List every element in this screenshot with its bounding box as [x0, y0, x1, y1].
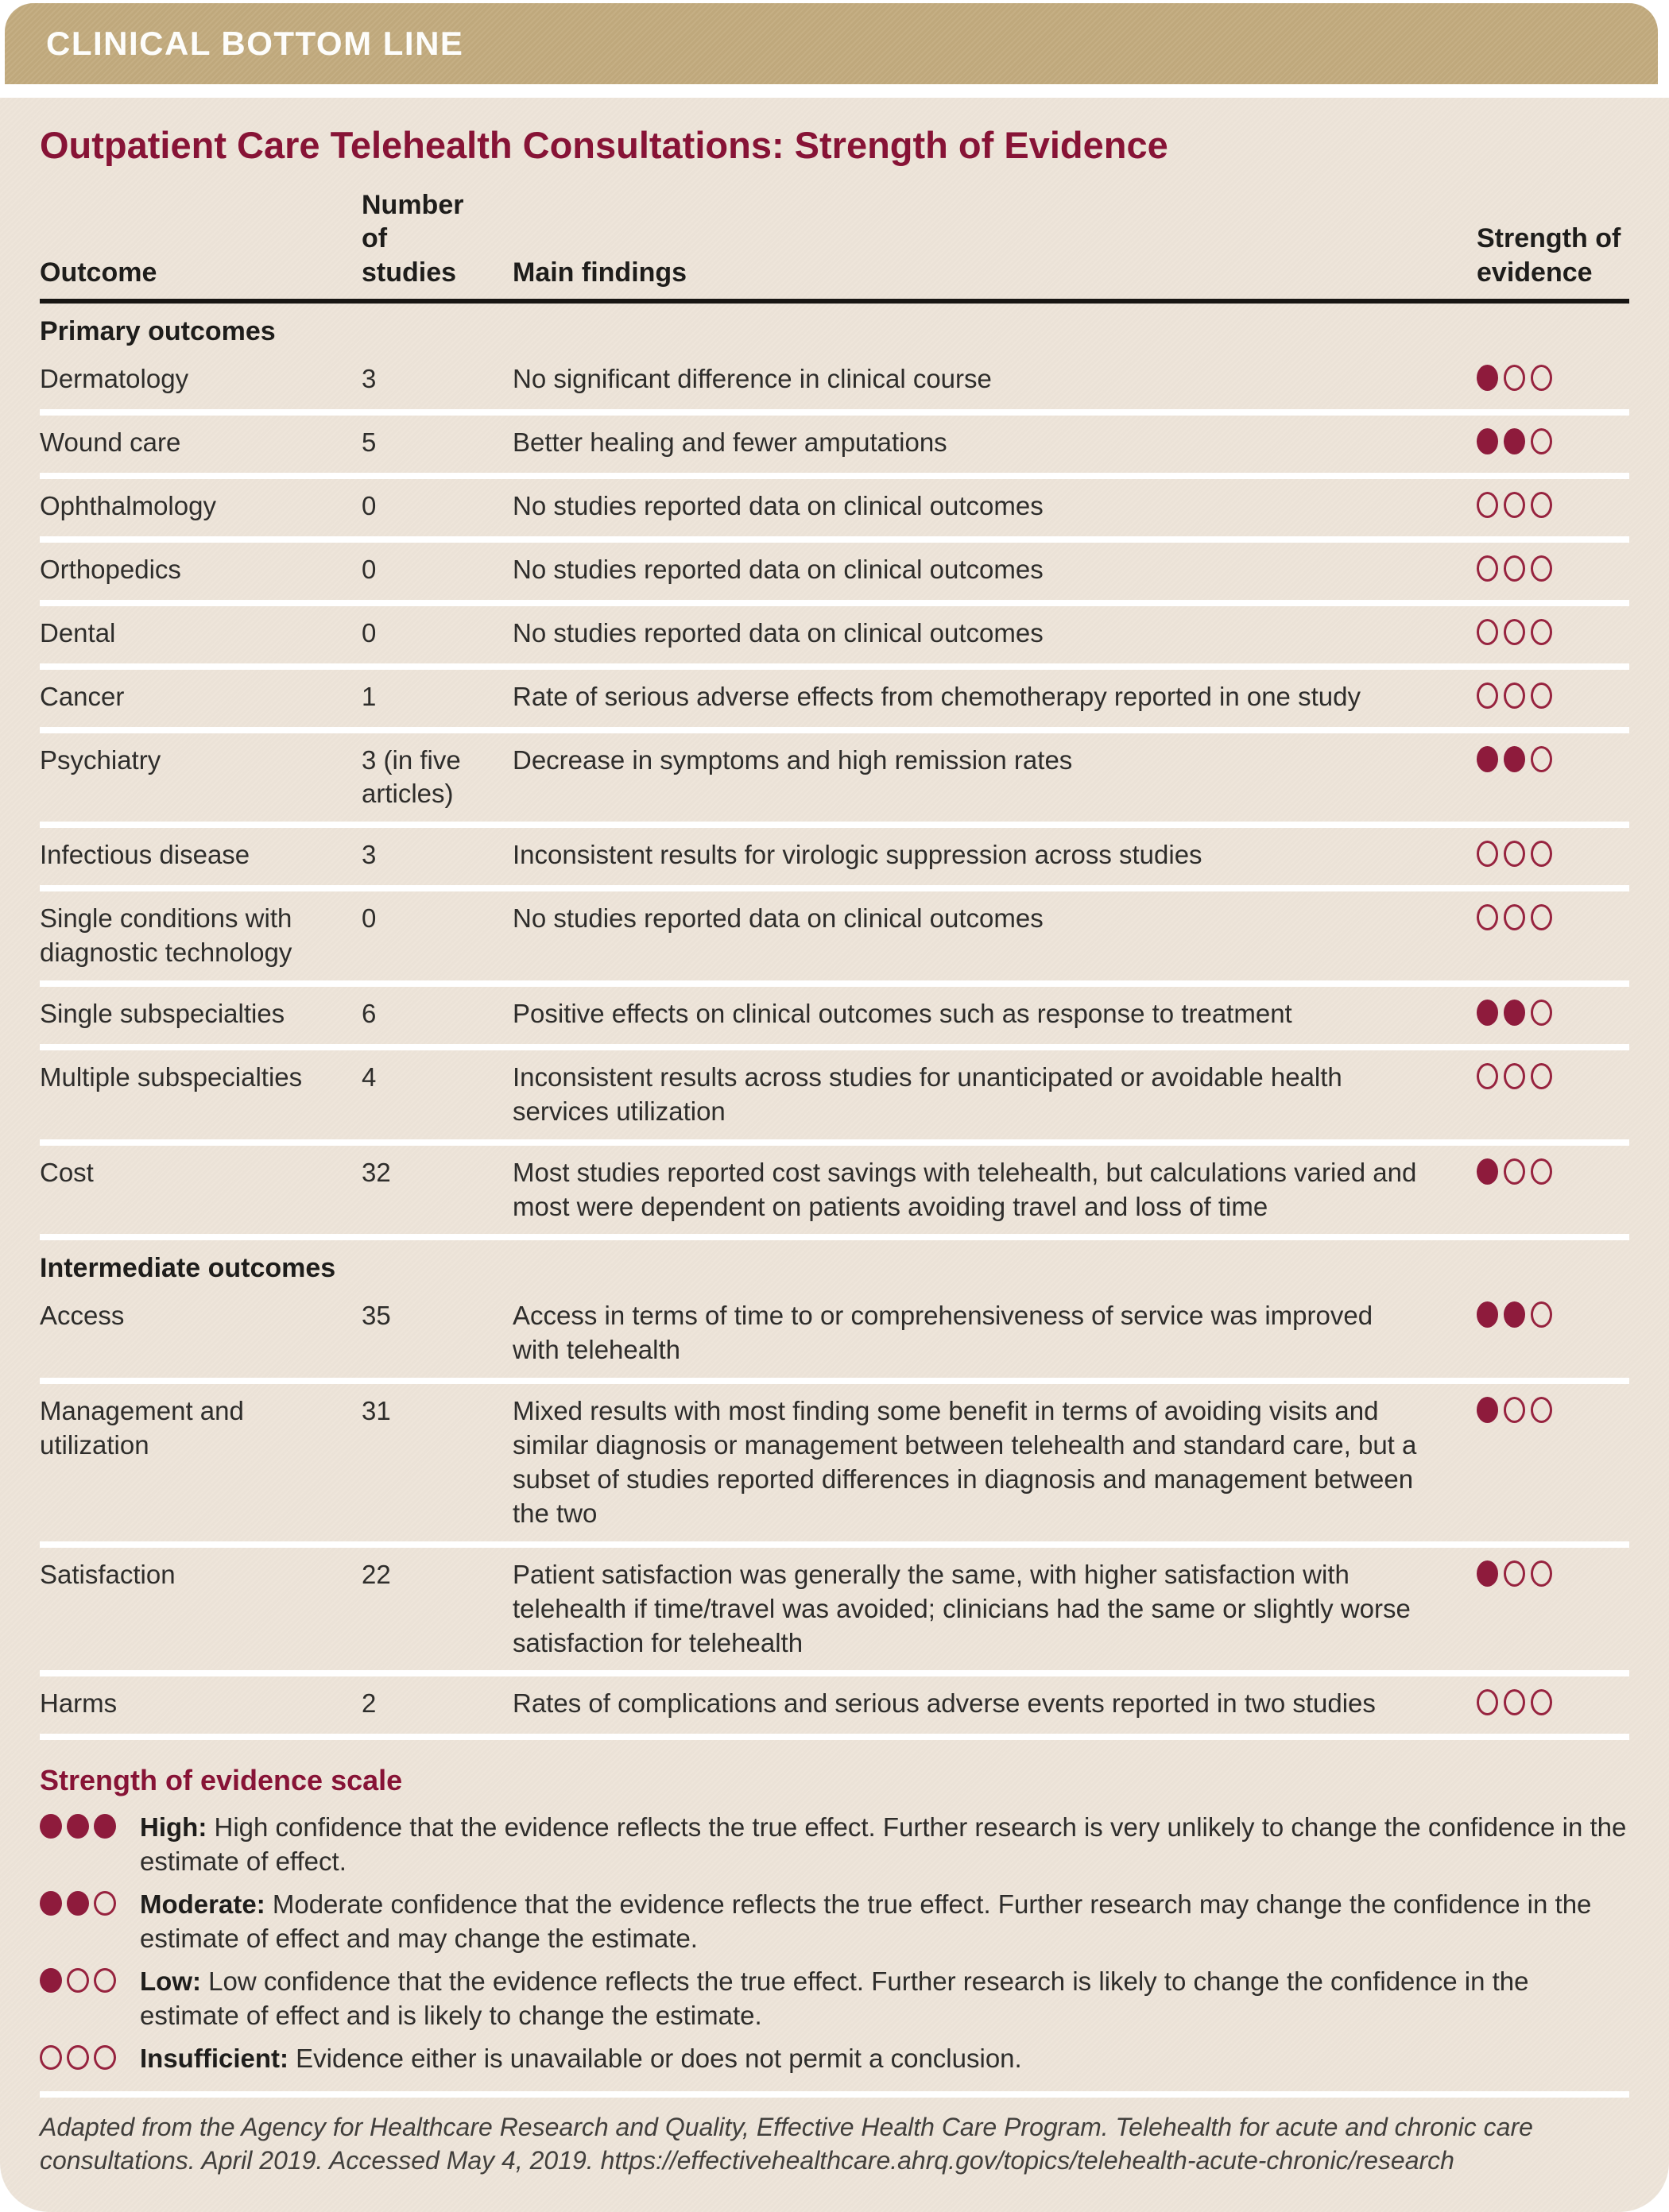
table-row-psychiatry [40, 733, 1629, 829]
strength-cell [1454, 489, 1629, 526]
table-row-wound-care [40, 416, 1629, 479]
empty-dot-icon [1531, 428, 1552, 454]
findings-cell: Rate of serious adverse effects from chemotherapy reported in one study [513, 681, 1361, 711]
findings-cell: No studies reported data on clinical outcomes [513, 903, 1044, 934]
column-header-strength-of-evidence: Strength of evidence [1477, 223, 1621, 288]
findings-cell: Decrease in symptoms and high remission rates [513, 744, 1073, 775]
empty-dot-icon [1531, 683, 1552, 709]
empty-dot-icon [1531, 1158, 1552, 1185]
findings-cell: Mixed results with most finding some benefit in terms of avoiding visits and similar diagnosis or management between telehealth and standard care, but a subset of studies reported differences in diagnosis and management between the two [513, 1396, 1417, 1528]
empty-dot-icon [1504, 683, 1525, 709]
studies-cell: 2 [362, 1688, 377, 1719]
strength-dots [40, 1964, 129, 2033]
filled-dot-icon [1477, 428, 1498, 454]
empty-dot-icon [67, 1968, 89, 1993]
banner-title: CLINICAL BOTTOM LINE [46, 25, 464, 62]
outcome-cell: Ophthalmology [40, 490, 216, 520]
findings-cell: Patient satisfaction was generally the same, with higher satisfaction with telehealth if time/travel was avoided; clinicians had the same or slightly worse satisfaction for telehealth [513, 1559, 1411, 1657]
table-row-infectious-disease [40, 828, 1629, 891]
column-header-number-of-studies: Number of studies [362, 189, 464, 288]
outcome-cell: Dermatology [40, 364, 189, 394]
outcome-cell: Satisfaction [40, 1559, 176, 1589]
outcome-cell: Dental [40, 617, 116, 648]
strength-dots [40, 1887, 129, 1956]
studies-cell: 6 [362, 998, 377, 1028]
strength-cell [1454, 1156, 1629, 1224]
legend-item-moderate [40, 1887, 1629, 1956]
findings-cell: No studies reported data on clinical outcomes [513, 617, 1044, 648]
table-row-dental [40, 606, 1629, 670]
strength-dots [1477, 557, 1558, 586]
outcome-cell: Wound care [40, 427, 181, 458]
legend-item-high [40, 1810, 1629, 1879]
table-row-satisfaction [40, 1548, 1629, 1677]
legend-item-insufficient [40, 2041, 1629, 2080]
empty-dot-icon [1477, 619, 1498, 645]
section-header-intermediate-outcomes: Intermediate outcomes [40, 1253, 336, 1284]
strength-cell [1454, 617, 1629, 653]
empty-dot-icon [1531, 619, 1552, 645]
empty-dot-icon [1531, 492, 1552, 518]
filled-dot-icon [1504, 428, 1525, 454]
empty-dot-icon [40, 2045, 62, 2070]
empty-dot-icon [1504, 492, 1525, 518]
strength-dots [1477, 1001, 1558, 1031]
empty-dot-icon [1477, 1689, 1498, 1715]
empty-dot-icon [1504, 841, 1525, 867]
filled-dot-icon [1477, 1301, 1498, 1328]
filled-dot-icon [1477, 1158, 1498, 1185]
empty-dot-icon [1477, 841, 1498, 867]
studies-cell: 3 (in five articles) [362, 744, 461, 809]
outcome-cell: Orthopedics [40, 554, 181, 584]
studies-cell: 0 [362, 903, 377, 934]
clinical-bottom-line-banner [5, 3, 1658, 84]
empty-dot-icon [1531, 904, 1552, 930]
empty-dot-icon [1504, 365, 1525, 391]
empty-dot-icon [1531, 1000, 1552, 1026]
outcome-cell: Infectious disease [40, 840, 250, 870]
strength-dots [1477, 1562, 1558, 1591]
filled-dot-icon [1504, 1000, 1525, 1026]
strength-cell [1454, 1687, 1629, 1723]
studies-cell: 4 [362, 1062, 377, 1092]
findings-cell: Rates of complications and serious adverse events reported in two studies [513, 1688, 1376, 1719]
strength-cell [1454, 1394, 1629, 1531]
strength-cell [1454, 680, 1629, 717]
empty-dot-icon [1531, 1063, 1552, 1089]
filled-dot-icon [94, 1814, 116, 1839]
strength-dots [1477, 748, 1558, 777]
empty-dot-icon [1504, 1063, 1525, 1089]
studies-cell: 1 [362, 681, 377, 711]
studies-cell: 31 [362, 1396, 391, 1426]
studies-cell: 0 [362, 554, 377, 584]
table-row-management-utilization [40, 1384, 1629, 1548]
outcome-cell: Multiple subspecialties [40, 1062, 303, 1092]
legend-definition: High confidence that the evidence reflects the true effect. Further research is very unlikely to change the confidence in the estimate of effect. [140, 1812, 1627, 1877]
source-citation: Adapted from the Agency for Healthcare Research and Quality, Effective Health Care Program. Telehealth for acute and chronic care consultations. April 2019. Accessed May 4, 2019. https://effectivehealthcare.ahrq.gov/topics/telehealth-acute-chronic/research [40, 2112, 1533, 2175]
studies-cell: 0 [362, 617, 377, 648]
table-row-single-conditions [40, 891, 1629, 987]
findings-cell: Better healing and fewer amputations [513, 427, 947, 458]
studies-cell: 32 [362, 1157, 391, 1187]
studies-cell: 35 [362, 1301, 391, 1331]
outcome-cell: Access [40, 1301, 125, 1331]
outcome-cell: Single conditions with diagnostic technology [40, 903, 292, 968]
studies-cell: 3 [362, 840, 377, 870]
table-row-access [40, 1289, 1629, 1384]
table-header-row [40, 188, 1629, 304]
content-panel [0, 98, 1669, 2212]
table-row-cost [40, 1146, 1629, 1241]
empty-dot-icon [1477, 683, 1498, 709]
empty-dot-icon [1504, 555, 1525, 582]
filled-dot-icon [67, 1814, 89, 1839]
empty-dot-icon [94, 2045, 116, 2070]
filled-dot-icon [1477, 1000, 1498, 1026]
column-header-main-findings: Main findings [513, 257, 687, 288]
strength-cell [1454, 902, 1629, 970]
section-header-primary-outcomes: Primary outcomes [40, 316, 276, 347]
strength-cell [1454, 362, 1629, 399]
outcome-cell: Management and utilization [40, 1396, 244, 1460]
strength-dots [1477, 366, 1558, 396]
filled-dot-icon [1477, 1560, 1498, 1587]
filled-dot-icon [1504, 746, 1525, 772]
studies-cell: 0 [362, 490, 377, 520]
empty-dot-icon [1504, 1397, 1525, 1423]
strength-dots [1477, 1398, 1558, 1428]
strength-dots [1477, 906, 1558, 935]
studies-cell: 22 [362, 1559, 391, 1589]
empty-dot-icon [1531, 746, 1552, 772]
empty-dot-icon [1504, 1560, 1525, 1587]
strength-dots [1477, 1691, 1558, 1720]
strength-dots [40, 1810, 129, 1879]
empty-dot-icon [1477, 904, 1498, 930]
outcome-cell: Cancer [40, 681, 125, 711]
outcome-cell: Harms [40, 1688, 118, 1719]
strength-cell [1454, 744, 1629, 812]
filled-dot-icon [40, 1891, 62, 1916]
findings-cell: Inconsistent results across studies for unanticipated or avoidable health services utilization [513, 1062, 1342, 1126]
empty-dot-icon [1504, 1158, 1525, 1185]
filled-dot-icon [1504, 1301, 1525, 1328]
page-title: Outpatient Care Telehealth Consultations: Strength of Evidence [40, 124, 1168, 166]
outcome-cell: Psychiatry [40, 744, 161, 775]
column-header-outcome: Outcome [40, 257, 157, 288]
footer-divider [40, 2091, 1629, 2098]
strength-cell [1454, 997, 1629, 1034]
table-row-ophthalmology [40, 479, 1629, 543]
legend-definition: Evidence either is unavailable or does not permit a conclusion. [296, 2044, 1022, 2074]
legend-text [140, 2041, 1629, 2080]
table-row-cancer [40, 670, 1629, 733]
filled-dot-icon [40, 1814, 62, 1839]
legend-definition: Moderate confidence that the evidence reflects the true effect. Further research may change the confidence in the estimate of effect and may change the estimate. [140, 1889, 1592, 1954]
strength-dots [1477, 1303, 1558, 1332]
legend-text [140, 1810, 1629, 1879]
findings-cell: No studies reported data on clinical outcomes [513, 490, 1044, 520]
empty-dot-icon [1477, 492, 1498, 518]
empty-dot-icon [1504, 904, 1525, 930]
strength-dots [40, 2041, 129, 2080]
findings-cell: Inconsistent results for virologic suppression across studies [513, 840, 1202, 870]
studies-cell: 3 [362, 364, 377, 394]
table-row-orthopedics [40, 543, 1629, 606]
strength-dots [1477, 1160, 1558, 1189]
empty-dot-icon [94, 1891, 116, 1916]
strength-cell [1454, 553, 1629, 590]
empty-dot-icon [1477, 1063, 1498, 1089]
strength-dots [1477, 493, 1558, 523]
legend-term: Insufficient: [140, 2044, 288, 2074]
strength-cell [1454, 1558, 1629, 1661]
empty-dot-icon [1531, 365, 1552, 391]
filled-dot-icon [40, 1968, 62, 1993]
strength-cell [1454, 1299, 1629, 1367]
filled-dot-icon [1477, 365, 1498, 391]
legend-definition: Low confidence that the evidence reflects the true effect. Further research is likely to change the confidence in the estimate of effect and is likely to change the estimate. [140, 1966, 1529, 2031]
filled-dot-icon [1477, 746, 1498, 772]
legend-item-low [40, 1964, 1629, 2033]
strength-cell [1454, 838, 1629, 875]
empty-dot-icon [67, 2045, 89, 2070]
empty-dot-icon [1504, 1689, 1525, 1715]
table-row-dermatology [40, 352, 1629, 416]
strength-dots [1477, 430, 1558, 459]
legend-text [140, 1964, 1629, 2033]
strength-cell [1454, 426, 1629, 462]
legend-title: Strength of evidence scale [40, 1764, 403, 1797]
findings-cell: Access in terms of time to or comprehensiveness of service was improved with telehealth [513, 1301, 1373, 1365]
legend-term: Moderate: [140, 1889, 265, 1919]
table-row-harms [40, 1676, 1629, 1740]
empty-dot-icon [1477, 555, 1498, 582]
legend-term: Low: [140, 1966, 201, 1996]
strength-dots [1477, 621, 1558, 650]
empty-dot-icon [1531, 1301, 1552, 1328]
table-row-multiple-subspecialties [40, 1050, 1629, 1146]
filled-dot-icon [67, 1891, 89, 1916]
legend-term: High: [140, 1812, 207, 1842]
findings-cell: No studies reported data on clinical outcomes [513, 554, 1044, 584]
empty-dot-icon [1531, 1397, 1552, 1423]
findings-cell: Most studies reported cost savings with telehealth, but calculations varied and most were dependent on patients avoiding travel and loss of time [513, 1157, 1417, 1221]
empty-dot-icon [94, 1968, 116, 1993]
empty-dot-icon [1531, 555, 1552, 582]
findings-cell: No significant difference in clinical course [513, 364, 992, 394]
strength-dots [1477, 1065, 1558, 1094]
legend-text [140, 1887, 1629, 1956]
empty-dot-icon [1531, 841, 1552, 867]
outcome-cell: Cost [40, 1157, 94, 1187]
strength-dots [1477, 684, 1558, 713]
findings-cell: Positive effects on clinical outcomes such as response to treatment [513, 998, 1292, 1028]
strength-dots [1477, 842, 1558, 872]
empty-dot-icon [1504, 619, 1525, 645]
empty-dot-icon [1531, 1689, 1552, 1715]
studies-cell: 5 [362, 427, 377, 458]
outcome-cell: Single subspecialties [40, 998, 285, 1028]
table-row-single-subspecialties [40, 987, 1629, 1050]
filled-dot-icon [1477, 1397, 1498, 1423]
strength-cell [1454, 1061, 1629, 1129]
empty-dot-icon [1531, 1560, 1552, 1587]
